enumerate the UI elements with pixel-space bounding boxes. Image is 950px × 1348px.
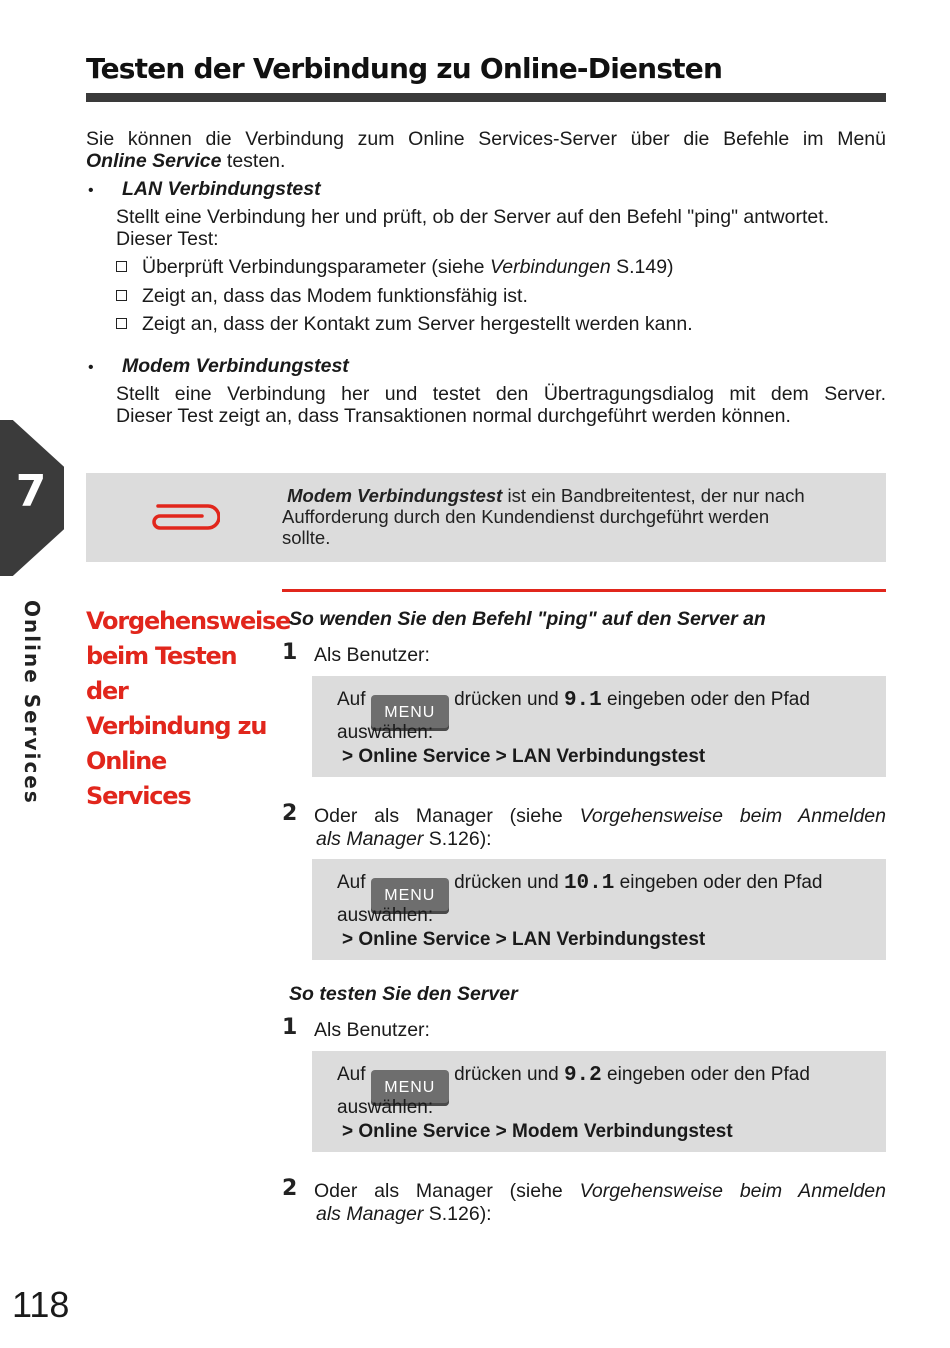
procedure-heading: Vorgehensweise beim Testen der Verbindung zu Online Services [86,607,291,810]
step-number: 2 [282,1176,298,1201]
paperclip-icon [150,501,220,533]
menu-key-icon: MENU [371,695,449,731]
menu-path: > Online Service > Modem Verbindungstest [342,1121,733,1142]
step-label: Als Benutzer: [314,1019,430,1041]
step-label: Oder als Manager (siehe Vorgehensweise beim Anmelden [314,805,886,827]
menu-key-icon: MENU [371,878,449,914]
checkbox-square-icon [116,261,127,272]
title-divider [86,93,886,102]
bullet-desc-modem-2: Dieser Test zeigt an, dass Transaktionen normal durchgeführt werden können. [116,405,791,427]
instruction-box: Auf MENU drücken und 9.1 eingeben oder den Pfad auswählen: > Online Service > LAN Verbindungstest [312,676,886,777]
step-number: 1 [282,1015,298,1040]
instruction-box: Auf MENU drücken und 9.2 eingeben oder den Pfad auswählen: > Online Service > Modem Verbindungstest [312,1051,886,1152]
step-number: 1 [282,640,298,665]
chapter-number: 7 [15,466,47,517]
note-text: Modem Verbindungstest ist ein Bandbreitentest, der nur nach Aufforderung durch den Kundendienst durchgeführt werden sollte. [282,485,805,548]
step-label-cont: als Manager S.126): [316,828,492,850]
menu-key-icon: MENU [371,1070,449,1106]
bullet-marker: • [88,359,94,376]
page-title: Testen der Verbindung zu Online-Diensten [86,52,723,85]
section-title-ping: So wenden Sie den Befehl "ping" auf den Server an [289,608,766,630]
bullet-desc-lan-2: Dieser Test: [116,228,219,250]
instruction-box: Auf MENU drücken und 10.1 eingeben oder den Pfad auswählen: > Online Service > LAN Verbindungstest [312,859,886,960]
bullet-title-lan: LAN Verbindungstest [122,178,321,200]
bullet-desc-modem-1: Stellt eine Verbindung her und testet den Übertragungsdialog mit dem Server. [116,383,886,405]
menu-path: > Online Service > LAN Verbindungstest [342,746,706,767]
section-divider [282,589,886,592]
bullet-marker: • [88,182,94,199]
step-label: Oder als Manager (siehe Vorgehensweise beim Anmelden [314,1180,886,1202]
bullet-title-modem: Modem Verbindungstest [122,355,349,377]
checkbox-square-icon [116,318,127,329]
menu-path: > Online Service > LAN Verbindungstest [342,929,706,950]
chapter-label: Online Services [20,600,44,805]
page-number: 118 [12,1284,70,1325]
check-item: Überprüft Verbindungsparameter (siehe Verbindungen S.149) [116,256,674,278]
step-label-cont: als Manager S.126): [316,1203,492,1225]
bullet-desc-lan-1: Stellt eine Verbindung her und prüft, ob der Server auf den Befehl "ping" antwortet. [116,206,830,228]
intro-line-1: Sie können die Verbindung zum Online Services-Server über die Befehle im Menü [86,128,886,150]
step-number: 2 [282,801,298,826]
section-title-server: So testen Sie den Server [289,983,518,1005]
checkbox-square-icon [116,290,127,301]
step-label: Als Benutzer: [314,644,430,666]
intro-line-2: Online Service testen. [86,150,286,172]
check-item: Zeigt an, dass der Kontakt zum Server hergestellt werden kann. [116,313,693,335]
check-item: Zeigt an, dass das Modem funktionsfähig ist. [116,285,528,307]
